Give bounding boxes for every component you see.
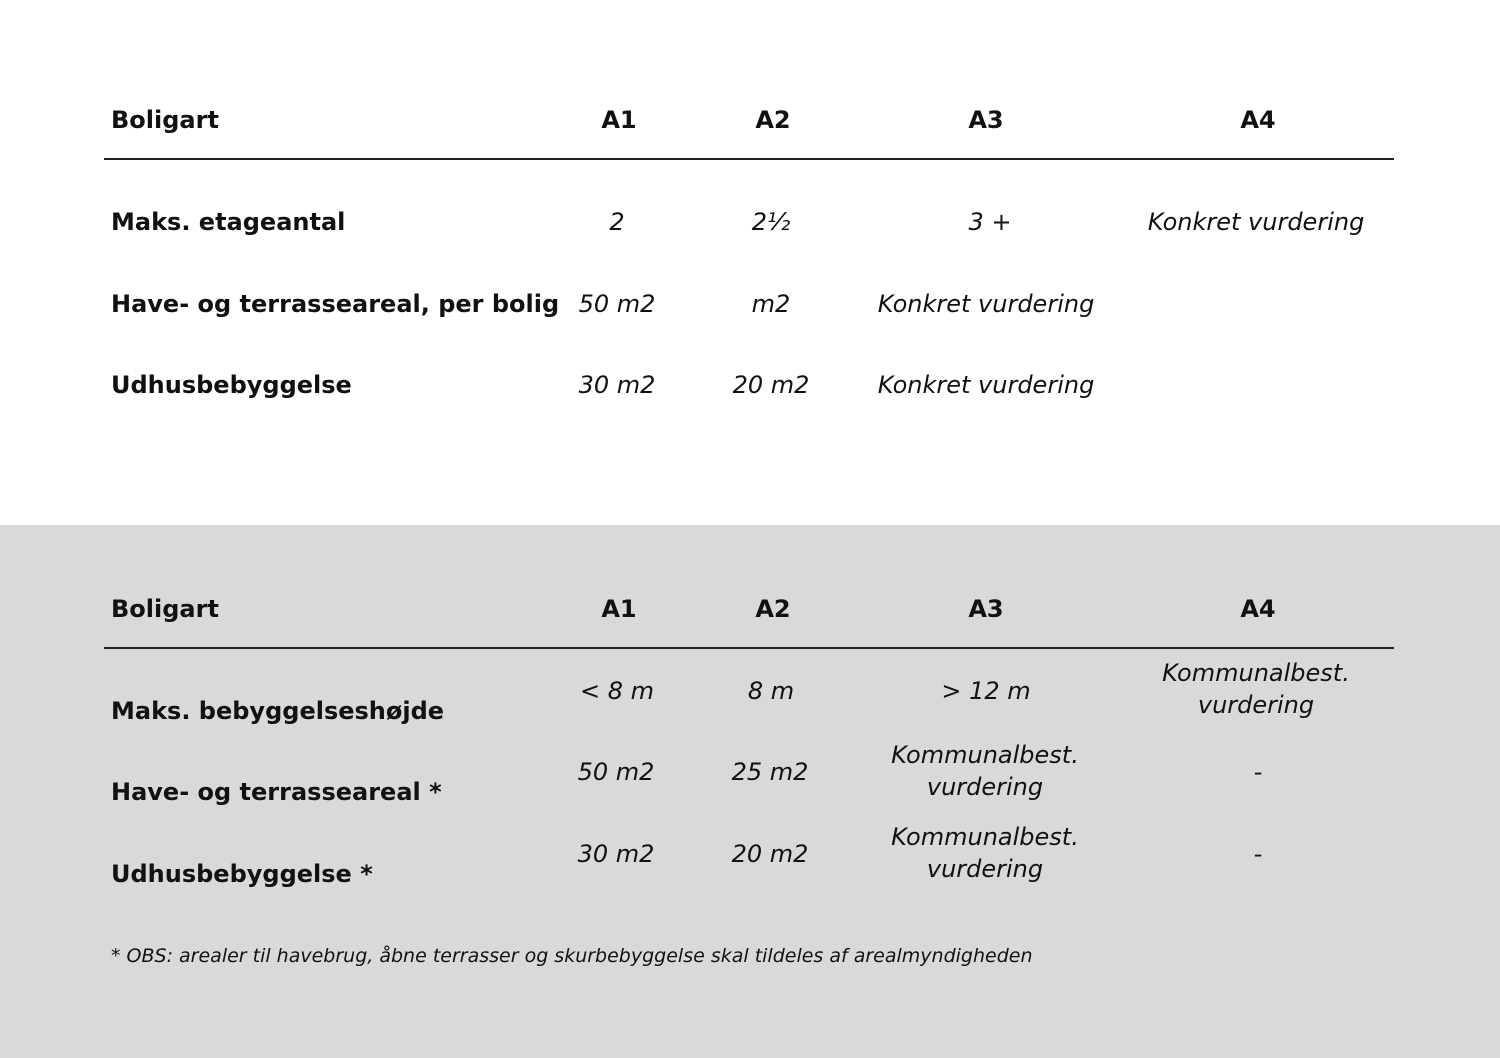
table2-row3-a4: - xyxy=(1253,840,1263,868)
table1-header-a1: A1 xyxy=(601,106,637,134)
table2-row1-a4: Kommunalbest. vurdering xyxy=(1162,659,1350,719)
table2-row1-label: Maks. bebyggelseshøjde xyxy=(111,697,445,725)
table1-row3-a3: Konkret vurdering xyxy=(877,371,1095,399)
table1-row3-a1: 30 m2 xyxy=(578,371,656,399)
table1-header-a4: A4 xyxy=(1240,106,1276,134)
table2-header-a3: A3 xyxy=(968,595,1004,623)
table2-row3-a1: 30 m2 xyxy=(577,840,655,868)
table1-row3-label: Udhusbebyggelse xyxy=(111,371,352,399)
table1-header-a2: A2 xyxy=(755,106,791,134)
table1-row1-label: Maks. etageantal xyxy=(111,208,346,236)
table2-footnote: * OBS: arealer til havebrug, åbne terrasser og skurbebyggelse skal tildeles af arealmyndigheden xyxy=(111,945,1033,967)
table1-row1-a1: 2 xyxy=(609,208,625,236)
table2-header-boligart: Boligart xyxy=(111,595,219,623)
table1-row1-a4: Konkret vurdering xyxy=(1147,208,1365,236)
table1-row1-a2: 2½ xyxy=(751,208,791,236)
table2-row1-a1: < 8 m xyxy=(579,677,655,705)
table1-row2-a3: Konkret vurdering xyxy=(877,290,1095,318)
table2-row3-a3: Kommunalbest. vurdering xyxy=(891,823,1079,883)
table2-row2-a4: - xyxy=(1253,758,1263,786)
table2-header-rule xyxy=(104,647,1394,649)
table2-row2-label: Have- og terrasseareal * xyxy=(111,778,442,806)
table2-row2-a2: 25 m2 xyxy=(731,758,809,786)
table1-row3-a2: 20 m2 xyxy=(732,371,810,399)
table1-row2-a2: m2 xyxy=(751,290,791,318)
table2-row3-label: Udhusbebyggelse * xyxy=(111,860,373,888)
table1-header-boligart: Boligart xyxy=(111,106,219,134)
table1-row1-a3: 3 + xyxy=(968,208,1012,236)
table2-header-a1: A1 xyxy=(601,595,637,623)
table2-row1-a3: > 12 m xyxy=(941,677,1031,705)
table1-row2-label: Have- og terrasseareal, per bolig xyxy=(111,290,560,318)
table2-row2-a3: Kommunalbest. vurdering xyxy=(891,741,1079,801)
table2-row2-a1: 50 m2 xyxy=(577,758,655,786)
table-1-panel xyxy=(0,0,1500,525)
table2-row1-a2: 8 m xyxy=(747,677,795,705)
table2-header-a4: A4 xyxy=(1240,595,1276,623)
table2-header-a2: A2 xyxy=(755,595,791,623)
table1-header-rule xyxy=(104,158,1394,160)
table1-row2-a1: 50 m2 xyxy=(578,290,656,318)
table2-row3-a2: 20 m2 xyxy=(731,840,809,868)
table1-header-a3: A3 xyxy=(968,106,1004,134)
